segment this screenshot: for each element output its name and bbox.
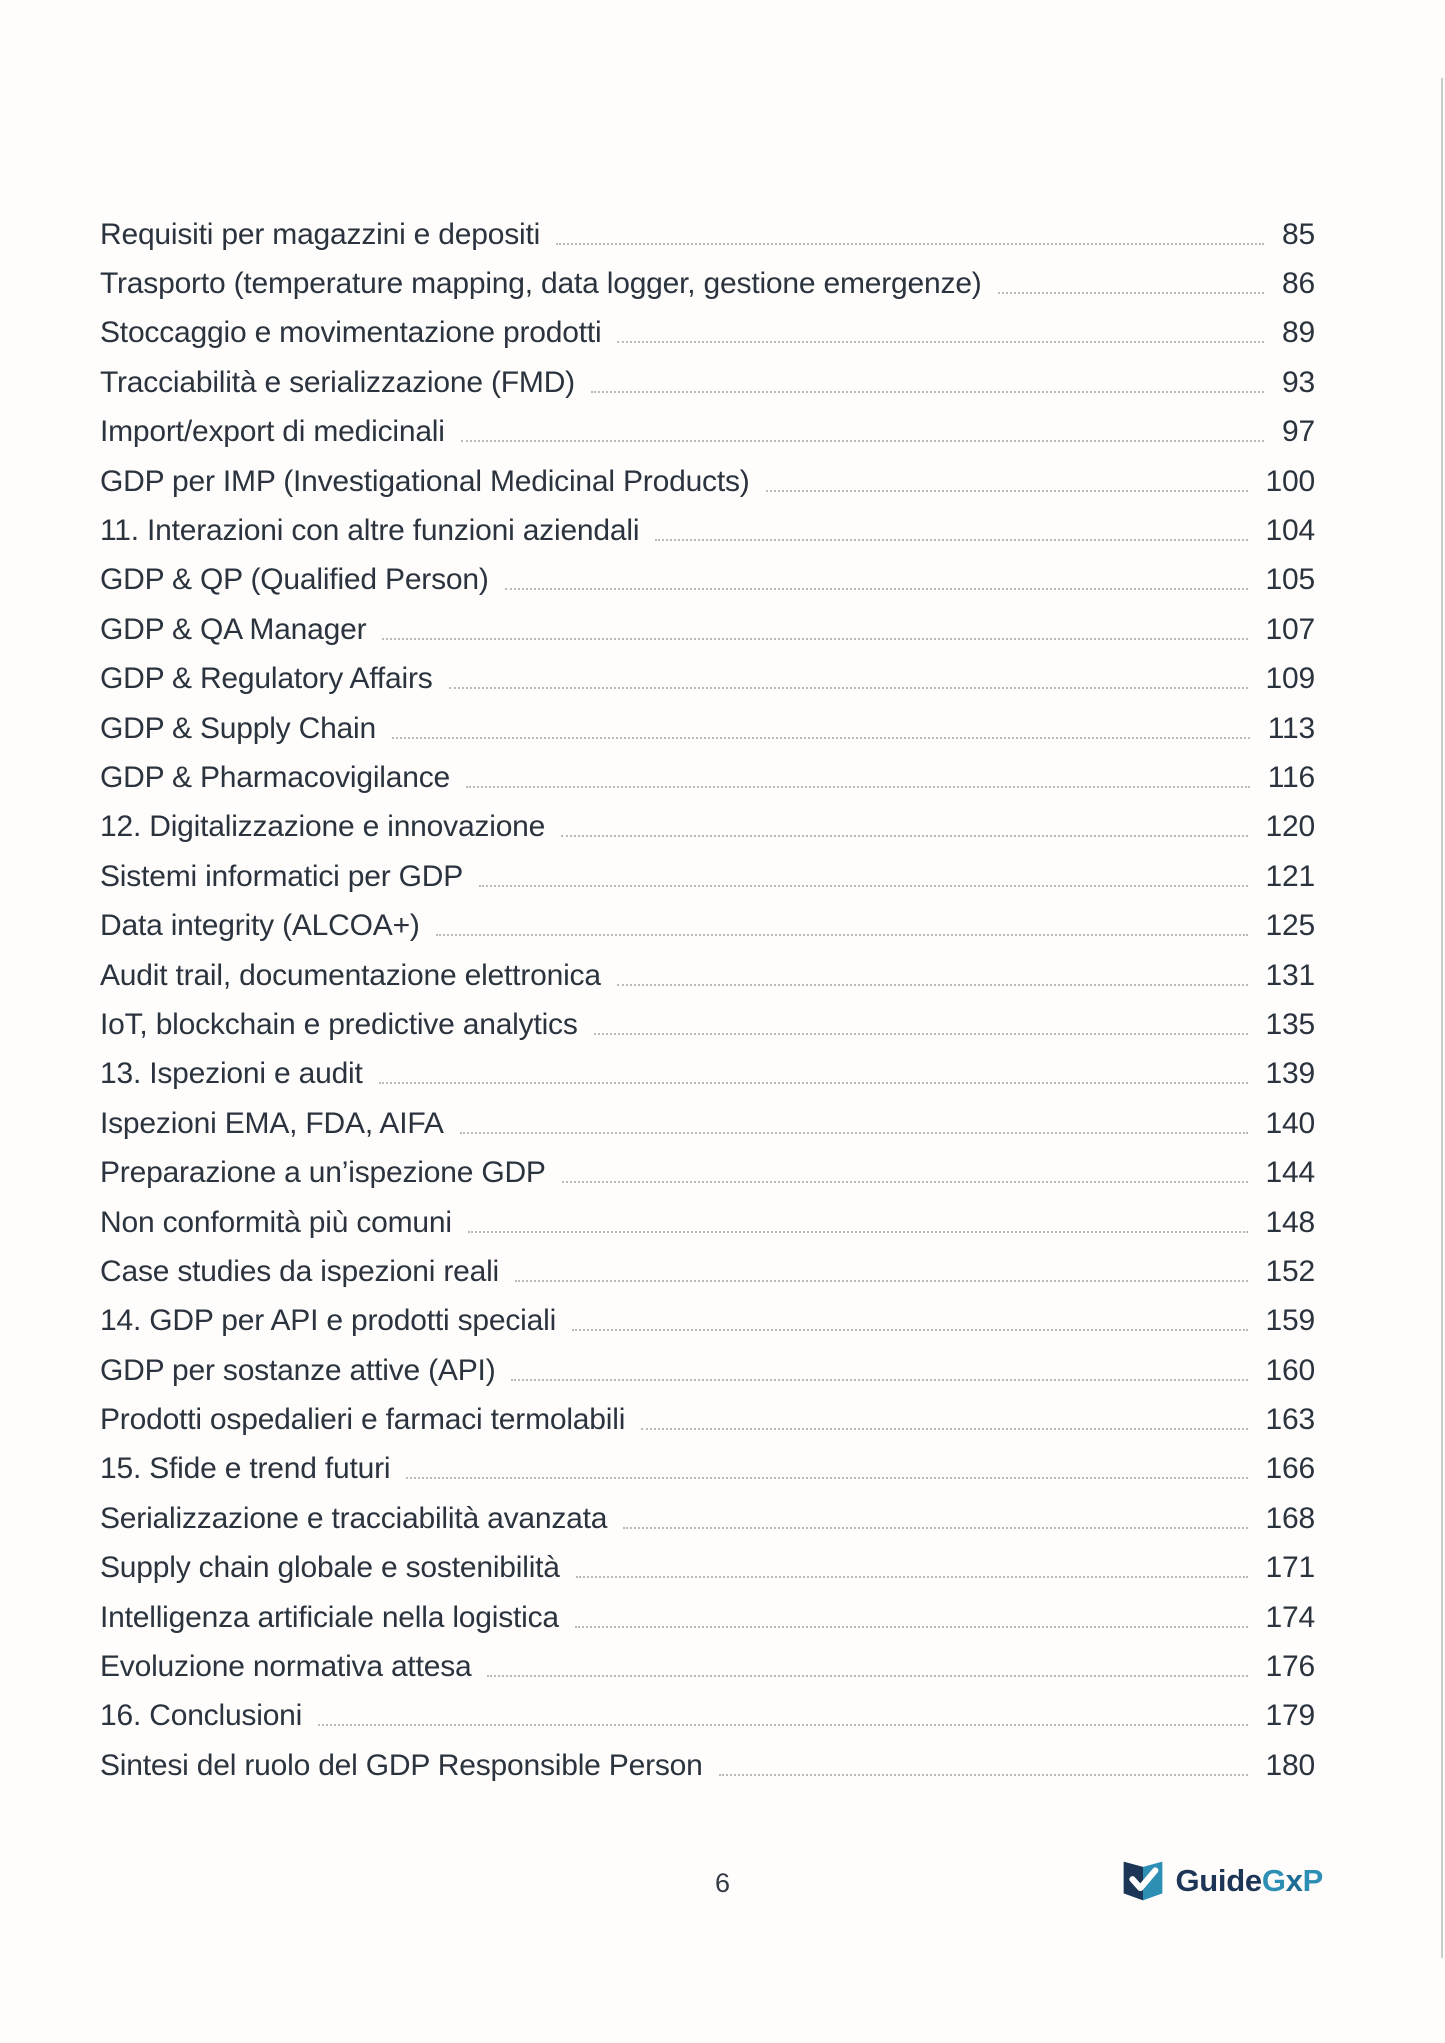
toc-page-number: 97: [1282, 415, 1315, 449]
toc-page-number: 85: [1282, 217, 1315, 251]
toc-page-number: 107: [1265, 612, 1315, 646]
toc-page-number: 131: [1265, 958, 1315, 992]
toc-row[interactable]: [100, 309, 1315, 358]
logo-text-g: G: [1261, 1863, 1286, 1898]
toc-page-number: 174: [1265, 1600, 1315, 1634]
toc-entry-label: Prodotti ospedalieri e farmaci termolabili: [100, 1403, 626, 1437]
toc-entry-label: Sintesi del ruolo del GDP Responsible Person: [100, 1748, 703, 1782]
dotted-leader: [382, 638, 1247, 640]
toc-page-number: 144: [1265, 1156, 1315, 1190]
toc-page-number: 89: [1282, 316, 1315, 350]
open-book-checkmark-icon: [1121, 1858, 1165, 1904]
toc-row[interactable]: [100, 1099, 1315, 1148]
toc-row[interactable]: [100, 1593, 1315, 1642]
toc-row[interactable]: [100, 457, 1315, 506]
logo-text-p: P: [1302, 1863, 1323, 1898]
dotted-leader: [594, 1033, 1248, 1035]
toc-row[interactable]: [100, 1000, 1315, 1049]
toc-entry-label: 14. GDP per API e prodotti speciali: [100, 1304, 557, 1338]
toc-page-number: 166: [1265, 1452, 1315, 1486]
dotted-leader: [515, 1280, 1248, 1282]
toc-page-number: 135: [1265, 1007, 1315, 1041]
toc-entry-label: 12. Digitalizzazione e innovazione: [100, 810, 546, 844]
toc-page-number: 116: [1267, 760, 1315, 794]
guidegxp-logo: [1121, 1858, 1323, 1904]
toc-page-number: 140: [1265, 1106, 1315, 1140]
toc-row[interactable]: [100, 951, 1315, 1000]
toc-row[interactable]: [100, 605, 1315, 654]
toc-entry-label: Preparazione a un’ispezione GDP: [100, 1156, 546, 1190]
logo-text-guide: Guide: [1175, 1863, 1262, 1898]
toc-row[interactable]: [100, 1544, 1315, 1593]
toc-entry-label: Evoluzione normativa attesa: [100, 1650, 472, 1684]
toc-entry-label: 15. Sfide e trend futuri: [100, 1452, 391, 1486]
toc-page-number: 152: [1265, 1254, 1315, 1288]
toc-row[interactable]: [100, 1198, 1315, 1247]
toc-row[interactable]: [100, 506, 1315, 555]
toc-page-number: 180: [1265, 1748, 1315, 1782]
toc-page-number: 113: [1267, 711, 1315, 745]
toc-entry-label: Data integrity (ALCOA+): [100, 909, 420, 943]
toc-entry-label: Stoccaggio e movimentazione prodotti: [100, 316, 602, 350]
toc-entry-label: GDP & Regulatory Affairs: [100, 662, 433, 696]
dotted-leader: [460, 1132, 1248, 1134]
page-number: 6: [714, 1868, 731, 1898]
toc-entry-label: Import/export di medicinali: [100, 415, 445, 449]
page-edge-line: [1441, 78, 1443, 1958]
dotted-leader: [719, 1774, 1248, 1776]
toc-page-number: 160: [1265, 1353, 1315, 1387]
toc-row[interactable]: [100, 852, 1315, 901]
toc-page-number: 100: [1265, 464, 1315, 498]
toc-entry-label: GDP & Pharmacovigilance: [100, 760, 451, 794]
toc-row[interactable]: [100, 1494, 1315, 1543]
toc-entry-label: GDP & QA Manager: [100, 612, 367, 646]
toc-row[interactable]: [100, 704, 1315, 753]
toc-entry-label: Serializzazione e tracciabilità avanzata: [100, 1501, 608, 1535]
toc-row[interactable]: [100, 1247, 1315, 1296]
dotted-leader: [617, 984, 1248, 986]
toc-entry-label: Ispezioni EMA, FDA, AIFA: [100, 1106, 444, 1140]
toc-row[interactable]: [100, 1148, 1315, 1197]
toc-row[interactable]: [100, 259, 1315, 308]
toc-page-number: 139: [1265, 1057, 1315, 1091]
logo-text-x: x: [1285, 1863, 1303, 1898]
dotted-leader: [591, 391, 1264, 393]
toc-entry-label: Case studies da ispezioni reali: [100, 1254, 500, 1288]
toc-row[interactable]: [100, 1692, 1315, 1741]
dotted-leader: [766, 490, 1248, 492]
toc-entry-label: 11. Interazioni con altre funzioni aziendali: [100, 514, 640, 548]
toc-entry-label: GDP per IMP (Investigational Medicinal Products): [100, 464, 750, 498]
dotted-leader: [505, 588, 1248, 590]
toc-row[interactable]: [100, 1395, 1315, 1444]
toc-entry-label: Sistemi informatici per GDP: [100, 859, 464, 893]
toc-entry-label: Audit trail, documentazione elettronica: [100, 958, 601, 992]
toc-entry-label: GDP & QP (Qualified Person): [100, 563, 489, 597]
dotted-leader: [479, 885, 1248, 887]
toc-page-number: 171: [1265, 1551, 1315, 1585]
dotted-leader: [556, 243, 1264, 245]
table-of-contents: [100, 210, 1315, 1791]
toc-row[interactable]: [100, 1741, 1315, 1790]
dotted-leader: [575, 1626, 1248, 1628]
toc-page-number: 120: [1265, 810, 1315, 844]
toc-entry-label: GDP & Supply Chain: [100, 711, 376, 745]
toc-row[interactable]: [100, 1050, 1315, 1099]
toc-entry-label: Requisiti per magazzini e depositi: [100, 217, 541, 251]
toc-row[interactable]: [100, 1642, 1315, 1691]
toc-row[interactable]: [100, 1346, 1315, 1395]
dotted-leader: [576, 1576, 1248, 1578]
toc-row[interactable]: [100, 655, 1315, 704]
toc-row[interactable]: [100, 358, 1315, 407]
toc-row[interactable]: [100, 753, 1315, 802]
toc-row[interactable]: [100, 1297, 1315, 1346]
toc-row[interactable]: [100, 803, 1315, 852]
toc-page-number: 163: [1265, 1403, 1315, 1437]
dotted-leader: [561, 835, 1247, 837]
toc-page-number: 105: [1265, 563, 1315, 597]
dotted-leader: [641, 1428, 1247, 1430]
toc-page-number: 176: [1265, 1650, 1315, 1684]
toc-page-number: 179: [1265, 1699, 1315, 1733]
dotted-leader: [436, 934, 1248, 936]
toc-page-number: 93: [1282, 365, 1315, 399]
toc-row[interactable]: [100, 210, 1315, 259]
dotted-leader: [487, 1675, 1247, 1677]
dotted-leader: [998, 292, 1264, 294]
dotted-leader: [379, 1082, 1248, 1084]
dotted-leader: [461, 440, 1264, 442]
dotted-leader: [617, 341, 1264, 343]
toc-page-number: 86: [1282, 267, 1315, 301]
dotted-leader: [318, 1724, 1247, 1726]
dotted-leader: [406, 1477, 1247, 1479]
toc-row[interactable]: [100, 556, 1315, 605]
dotted-leader: [511, 1379, 1247, 1381]
dotted-leader: [655, 539, 1247, 541]
dotted-leader: [449, 687, 1248, 689]
dotted-leader: [392, 737, 1250, 739]
toc-page-number: 168: [1265, 1501, 1315, 1535]
dotted-leader: [562, 1181, 1248, 1183]
toc-entry-label: Non conformità più comuni: [100, 1205, 452, 1239]
toc-page-number: 121: [1265, 859, 1315, 893]
toc-row[interactable]: [100, 408, 1315, 457]
toc-entry-label: IoT, blockchain e predictive analytics: [100, 1007, 578, 1041]
toc-row[interactable]: [100, 901, 1315, 950]
dotted-leader: [623, 1527, 1247, 1529]
toc-entry-label: GDP per sostanze attive (API): [100, 1353, 496, 1387]
toc-page-number: 104: [1265, 514, 1315, 548]
toc-page-number: 109: [1265, 662, 1315, 696]
dotted-leader: [572, 1329, 1247, 1331]
toc-entry-label: Tracciabilità e serializzazione (FMD): [100, 365, 575, 399]
logo-wordmark: [1175, 1863, 1323, 1899]
toc-entry-label: Supply chain globale e sostenibilità: [100, 1551, 560, 1585]
toc-row[interactable]: [100, 1445, 1315, 1494]
toc-page-number: 159: [1265, 1304, 1315, 1338]
dotted-leader: [466, 786, 1250, 788]
dotted-leader: [468, 1231, 1248, 1233]
toc-page-number: 148: [1265, 1205, 1315, 1239]
toc-page-number: 125: [1265, 909, 1315, 943]
toc-entry-label: Intelligenza artificiale nella logistica: [100, 1600, 559, 1634]
toc-entry-label: 16. Conclusioni: [100, 1699, 303, 1733]
toc-entry-label: 13. Ispezioni e audit: [100, 1057, 363, 1091]
toc-entry-label: Trasporto (temperature mapping, data logger, gestione emergenze): [100, 267, 982, 301]
